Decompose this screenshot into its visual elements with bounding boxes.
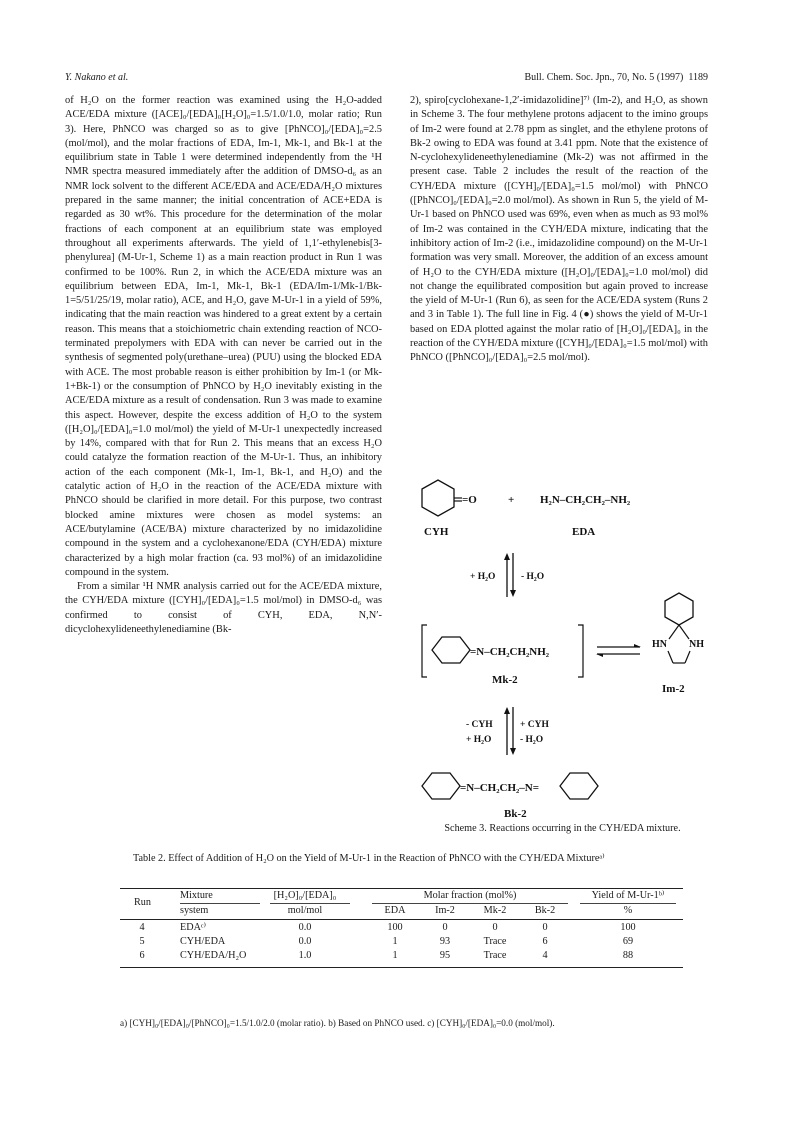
- cell-mk2: 0: [492, 922, 498, 933]
- cell-bk2: 0: [542, 922, 548, 933]
- right-column: [410, 94, 708, 366]
- cell-eda: 1: [392, 950, 398, 961]
- header-yield: Yield of M-Ur-1ᵇ⁾: [591, 890, 665, 901]
- bk2-left-ring-icon: [422, 773, 460, 799]
- label-im2: Im-2: [662, 683, 685, 695]
- scheme-3: [410, 475, 715, 837]
- cell-system: EDAᶜ⁾: [180, 922, 207, 933]
- cell-mk2: Trace: [483, 936, 507, 947]
- step1-reverse: - H₂O: [521, 572, 545, 582]
- header-yield-unit: %: [623, 905, 633, 916]
- step2-reverse-2: - H₂O: [520, 735, 544, 745]
- scheme-drawing: [410, 475, 715, 820]
- cell-bk2: 6: [542, 936, 548, 947]
- eda-formula: H₂N–CH₂CH₂–NH₂: [540, 494, 631, 506]
- step2-reverse-1: + CYH: [520, 720, 549, 730]
- header-authors: Y. Nakano et al.: [65, 72, 129, 83]
- table-caption: Table 2. Effect of Addition of H₂O on the Yield of M-Ur-1 in the Reaction of PhNCO with the CYH/EDA Mixtureᵃ⁾: [133, 853, 605, 864]
- hn-label: HN: [652, 639, 667, 650]
- header-ratio-unit: mol/mol: [287, 905, 323, 916]
- cell-eda: 100: [387, 922, 403, 933]
- left-paragraph-1: of H₂O on the former reaction was examined using the H₂O-added ACE/EDA mixture ([ACE]₀/[EDA]₀[H₂O]₀=1.5/1.0/1.0, molar ratio; Run 3). Here, PhNCO was charged so as to give [PhNCO]₀/[EDA]₀=2.5 (mol/mol), and the molar fractions of EDA, Im-1, Mk-1, and Bk-1 at the equilibrium state in Table 1 were determined independently from the ¹H NMR spectra measured immediately after the addition of DMSO-d₆ as an NMR lock solvent to the different ACE/EDA and ACE/EDA/H₂O mixtures prepared in the same manner; the initial concentration of ACE+EDA is regarded as 30 wt%. This procedure for the determination of the molar fractions of each component at an equilibrium state was employed throughout all experiments afterwards. The yield of 1,1′-ethylenebis[3-phenylurea] (M-Ur-1, Scheme 1) as a main reaction product in Run 1 was confirmed to be 100%. Run 2, in which the ACE/EDA mixture was an equilibrium between EDA, Im-1, Mk-1, Bk-1 (EDA/Im-1/Mk-1/Bk-1=5/51/25/19, molar ratio), ACE, and H₂O, gave M-Ur-1 in a yield of 59%, indicating that the main reaction was hindered to a great extent by a certain reason. This means that a stoichiometric chain extending reaction of NCO-terminated prepolymers with EDA with can never be carried out in the synthesis of segmented poly(urethane–urea) (PUU) using the blocked EDA with ACE. The most probable reason is either prohibition by Im-1 (or Mk-1+Bk-1) or the consumption of PhNCO by H₂O inevitably existing in the ACE/EDA mixture as a result of condensation. Run 3 was made to examine this aspect. However, despite the excess addition of H₂O to the system ([H₂O]₀/[EDA]₀=1.0 mol/mol) the yield of M-Ur-1 unexpectedly increased by 14%, compared with that for Run 2. This means that an excess H₂O could catalyze the formation reaction of the M-Ur-1. Thus, an inhibitory action of the each component (Mk-1, Im-1, Bk-1, and H₂O) and the catalytic action of H₂O in the reaction of the ACE/EDA mixture with PhNCO should be clarified in more detail. For this purpose, two contrast blocked amine mixtures were chosen as model systems: an ACE/butylamine (ACE/BA) mixture characterized by no imidazolidine compound in the system and a cyclohexanone/EDA (CYH/EDA) mixture characterized by a high molar fraction (ca. 93 mol%) of an imidazolidine compound in the system.: [65, 95, 382, 578]
- header-system: system: [180, 905, 209, 916]
- header-journal: [524, 72, 708, 83]
- cell-run: 4: [139, 922, 145, 933]
- journal-name: Bull. Chem. Soc. Jpn., 70, No. 5 (1997): [524, 72, 684, 83]
- carbonyl-label: =O: [462, 494, 477, 506]
- plus-sign: +: [508, 494, 515, 506]
- mk2-ring-icon: [432, 637, 470, 663]
- cyh-ring-icon: [422, 480, 454, 516]
- header-im2: Im-2: [435, 905, 455, 916]
- label-mk2: Mk-2: [492, 674, 518, 686]
- header-run: Run: [134, 897, 151, 908]
- right-paragraph-1: 2), spiro[cyclohexane-1,2′-imidazolidine]⁷⁾ (Im-2), and H₂O, as shown in Scheme 3. The four methylene protons adjacent to the imino groups of Im-2 were found at 2.78 ppm as singlet, and the ethylene protons of Bk-2 owing to EDA was found at 3.41 ppm. Note that the existence of N-cyclohexylideneethylenediamine (Mk-2) was not affirmed in the present case. Table 2 includes the result of the reaction of the CYH/EDA mixture ([CYH]₀/[EDA]₀=1.5 mol/mol) with PhNCO ([PhNCO]₀/[EDA]₀=2.0 mol/mol). As shown in Run 5, the yield of M-Ur-1 based on PhNCO used was 69%, even when as much as 93 mol% of Im-2 was contained in the CYH/EDA mixture, indicating that the inhibitory action of Im-2 (i.e., imidazolidine compound) on the M-Ur-1 formation was very small. Moreover, the addition of an excess amount of H₂O to the CYH/EDA mixture ([H₂O]₀/[EDA]₀=1.0 mol/mol) did not change the equilibrated composition but again proved to increase the yield of M-Ur-1 (Run 6), as seen for the ACE/EDA system (Runs 2 and 3 in Table 1). The full line in Fig. 4 (●) shows the yield of M-Ur-1 based on EDA plotted against the molar ratio of [H₂O]₀/[EDA]₀ in the reaction of the CYH/EDA mixture ([CYH]₀/[EDA]₀=1.5 mol/mol) with PhNCO ([PhNCO]₀/[EDA]₀=2.5 mol/mol).: [410, 95, 708, 364]
- cell-im2: 0: [442, 922, 448, 933]
- cell-run: 5: [139, 936, 145, 947]
- scheme-caption: Scheme 3. Reactions occurring in the CYH/EDA mixture.: [444, 823, 681, 834]
- step2-forward-1: - CYH: [466, 720, 493, 730]
- cell-im2: 93: [439, 936, 451, 947]
- cell-yield: 100: [620, 922, 636, 933]
- step1-forward: + H₂O: [470, 572, 496, 582]
- header-mk2: Mk-2: [483, 905, 507, 916]
- table-header-rule: [120, 919, 683, 920]
- table-bottom-rule: [120, 967, 683, 968]
- cell-mk2: Trace: [483, 950, 507, 961]
- cell-system: CYH/EDA/H₂O: [180, 950, 247, 961]
- label-cyh: CYH: [424, 526, 449, 538]
- header-bk2: Bk-2: [534, 905, 556, 916]
- header-molar-fraction: Molar fraction (mol%): [423, 890, 517, 901]
- left-paragraph-2: From a similar ¹H NMR analysis carried out for the ACE/EDA mixture, the CYH/EDA mixture ([CYH]₀/[EDA]₀=1.5 mol/mol) in DMSO-d₆ was confirmed to consist of CYH, EDA, N,N′-dicyclohexylideneethylenediamine (Bk-: [65, 581, 382, 635]
- step2-forward-2: + H₂O: [466, 735, 492, 745]
- table-top-rule: [120, 888, 683, 889]
- cell-yield: 69: [622, 936, 634, 947]
- cell-im2: 95: [439, 950, 451, 961]
- cell-ratio: 0.0: [298, 936, 312, 947]
- header-ratio: [H₂O]₀/[EDA]₀: [273, 890, 337, 901]
- cell-run: 6: [139, 950, 145, 961]
- bk2-right-ring-icon: [560, 773, 598, 799]
- cell-ratio: 1.0: [298, 950, 312, 961]
- nh-label: NH: [689, 639, 704, 650]
- cell-system: CYH/EDA: [180, 936, 226, 947]
- cell-ratio: 0.0: [298, 922, 312, 933]
- bk2-chain: =N–CH₂CH₂–N=: [460, 782, 540, 794]
- cell-yield: 88: [622, 950, 634, 961]
- header-mixture: Mixture: [180, 890, 213, 901]
- left-column: [65, 94, 382, 637]
- cell-bk2: 4: [542, 950, 548, 961]
- im2-cyclohexane-icon: [665, 593, 693, 625]
- label-bk2: Bk-2: [504, 808, 527, 820]
- mk2-chain: =N–CH₂CH₂NH₂: [470, 646, 550, 658]
- cell-eda: 1: [392, 936, 398, 947]
- label-eda: EDA: [572, 526, 596, 538]
- table-footnotes: a) [CYH]₀/[EDA]₀/[PhNCO]₀=1.5/1.0/2.0 (molar ratio). b) Based on PhNCO used. c) [CYH]₀/[EDA]₀=0.0 (mol/mol).: [120, 1018, 555, 1028]
- page-number: 1189: [688, 72, 708, 83]
- header-eda: EDA: [384, 905, 406, 916]
